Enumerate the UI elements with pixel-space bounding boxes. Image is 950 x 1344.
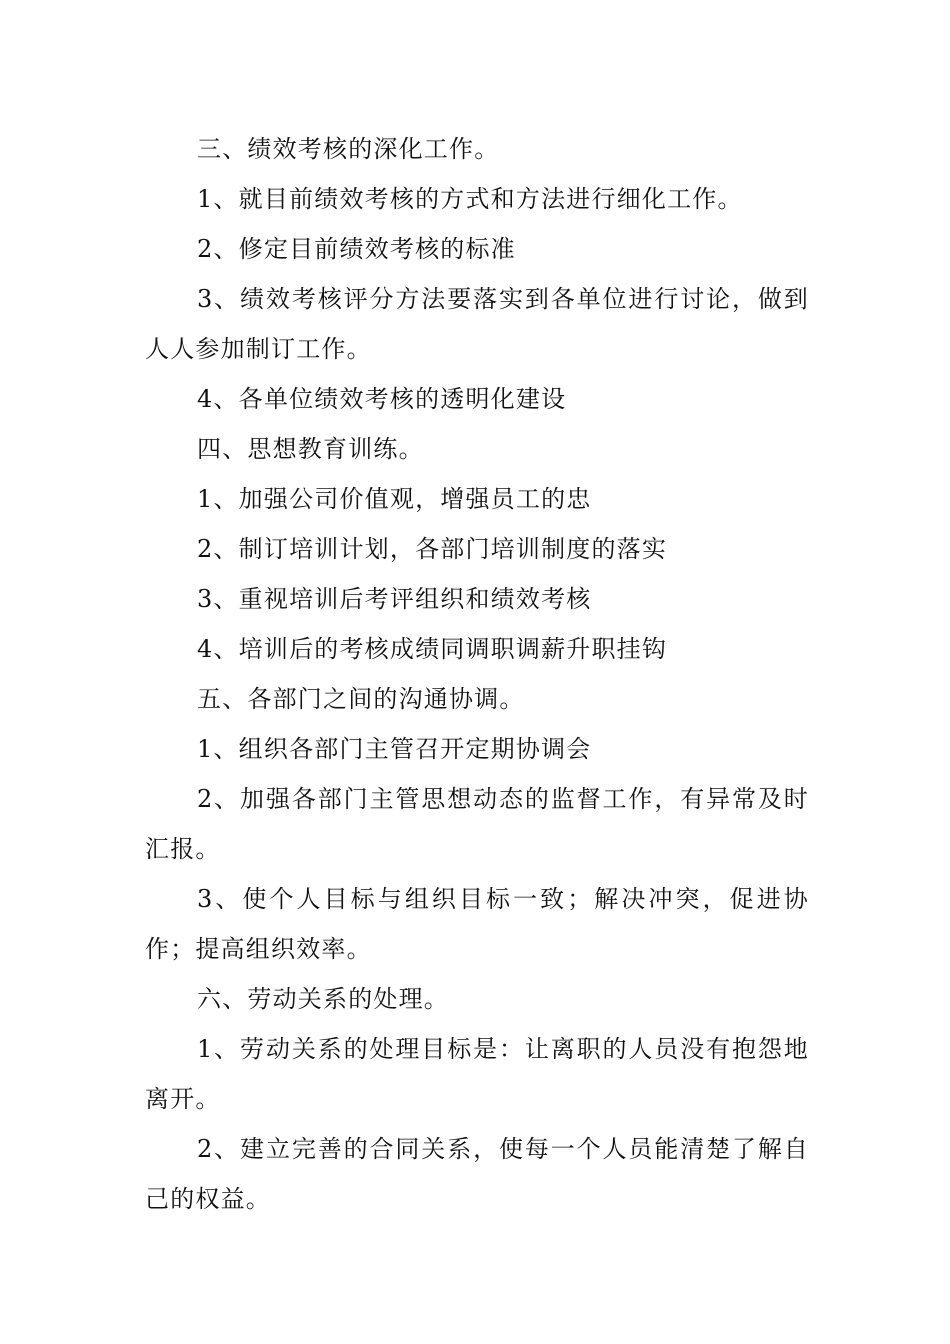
list-item: 1、就目前绩效考核的方式和方法进行细化工作。 (197, 185, 743, 213)
list-item: 2、建立完善的合同关系，使每一个人员能清楚了解自己的权益。 (145, 1135, 809, 1213)
list-item: 2、修定目前绩效考核的标准 (197, 235, 516, 263)
list-item: 3、重视培训后考评组织和绩效考核 (197, 585, 592, 613)
list-item: 1、加强公司价值观，增强员工的忠 (197, 485, 592, 513)
heading-section-5: 五、各部门之间的沟通协调。 (197, 685, 525, 713)
list-item: 4、培训后的考核成绩同调职调薪升职挂钩 (197, 635, 668, 663)
list-item: 1、劳动关系的处理目标是：让离职的人员没有抱怨地离开。 (145, 1035, 809, 1113)
list-item: 4、各单位绩效考核的透明化建设 (197, 385, 567, 413)
list-item: 2、加强各部门主管思想动态的监督工作，有异常及时汇报。 (145, 785, 809, 863)
heading-section-3: 三、绩效考核的深化工作。 (197, 135, 500, 163)
list-item: 3、绩效考核评分方法要落实到各单位进行讨论，做到人人参加制订工作。 (145, 285, 809, 363)
heading-section-6: 六、劳动关系的处理。 (197, 985, 449, 1013)
list-item: 1、组织各部门主管召开定期协调会 (197, 735, 592, 763)
list-item: 2、制订培训计划，各部门培训制度的落实 (197, 535, 668, 563)
list-item: 3、使个人目标与组织目标一致；解决冲突，促进协作；提高组织效率。 (145, 885, 809, 963)
document-body (145, 124, 809, 1224)
heading-section-4: 四、思想教育训练。 (197, 435, 424, 463)
